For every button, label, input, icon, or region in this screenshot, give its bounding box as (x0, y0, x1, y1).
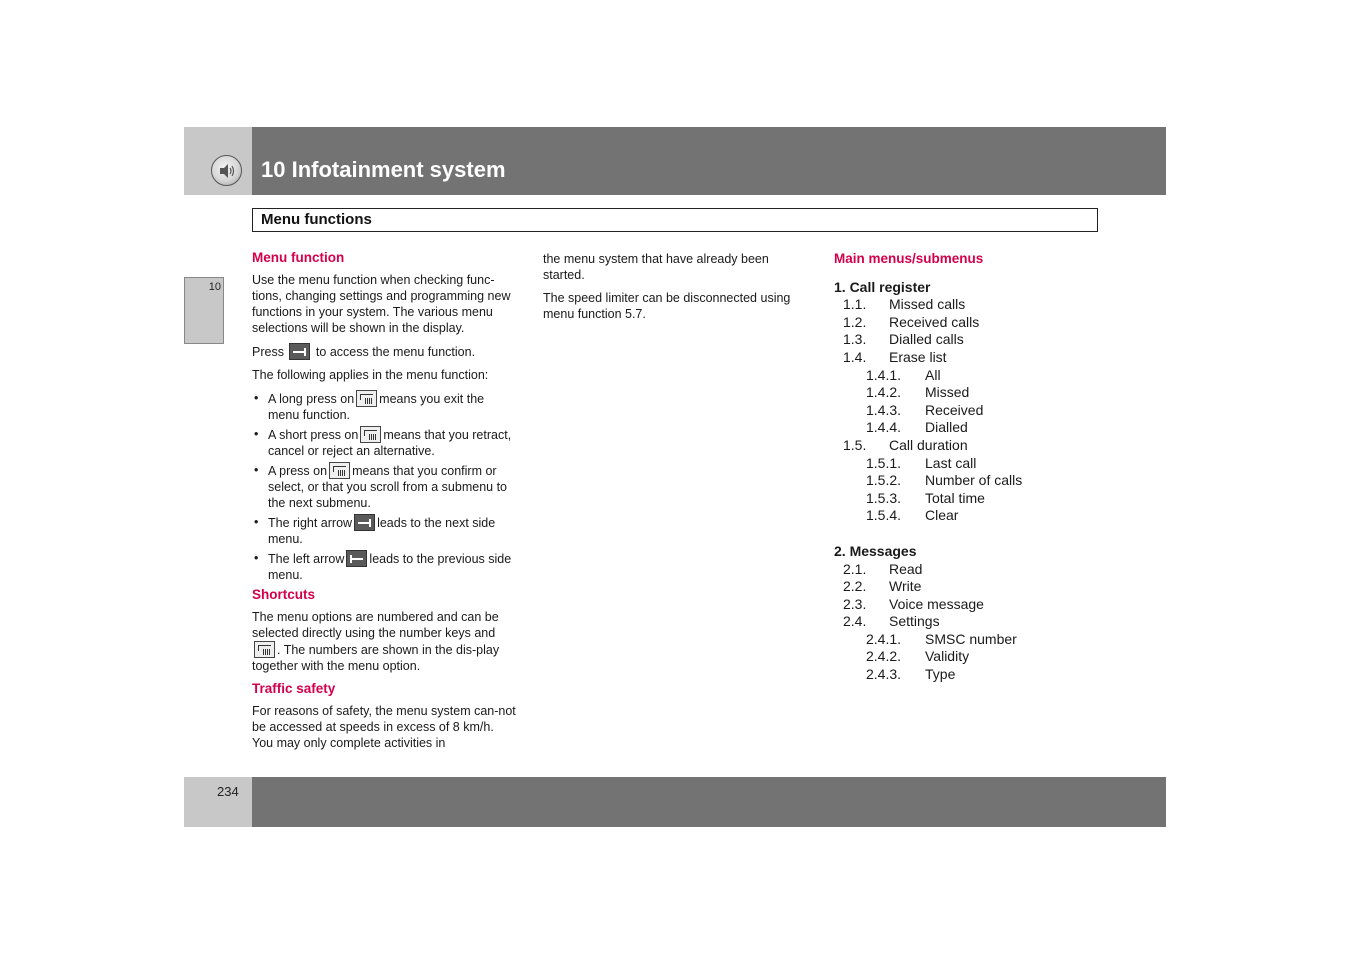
chapter-title: 10 Infotainment system (261, 157, 506, 182)
paragraph-applies: The following applies in the menu function: (252, 368, 489, 382)
menu-list-item (834, 561, 1134, 579)
heading-menu-function: Menu function (252, 250, 345, 265)
footer-bar (252, 777, 1166, 827)
menu-item-number: 1.3. (843, 331, 867, 348)
menu-list-item (834, 296, 1134, 314)
menu-item-label: Dialled (925, 419, 968, 436)
enter-key-icon (329, 462, 350, 479)
menu-item-label: Number of calls (925, 472, 1023, 489)
menu-item-label: Missed calls (889, 296, 966, 313)
menu-item-number: 1.4.1. (866, 366, 902, 383)
menu-item-label: Last call (925, 454, 977, 471)
menu-list-item (834, 490, 1134, 508)
section-title-box (252, 208, 1098, 232)
column-1 (252, 250, 517, 758)
menu-list-item (834, 384, 1134, 402)
menu-item-label: Received calls (889, 313, 980, 330)
menu-group-call-register: 1. Call register (834, 278, 931, 295)
menu-item-number: 1.4.3. (866, 401, 902, 418)
shortcuts-text-after: . The numbers are shown in the dis-play together with the menu option. (252, 643, 500, 673)
menu-item-label: Erase list (889, 348, 947, 365)
heading-main-menus: Main menus/submenus (834, 251, 984, 266)
menu-item-number: 2.4. (843, 613, 867, 630)
side-tab-label: 10 (208, 281, 221, 293)
menu-group-messages: 2. Messages (834, 542, 917, 559)
exit-key-icon (360, 426, 381, 443)
menu-item-label: Total time (925, 489, 985, 506)
menu-item-number: 1.4. (843, 348, 867, 365)
press-text-before: Press (252, 345, 284, 359)
header-icon-panel (184, 127, 252, 195)
menu-list-item (834, 455, 1134, 473)
chapter-side-tab (184, 277, 224, 344)
menu-item-number: 2.4.1. (866, 630, 902, 647)
footer-page-panel (184, 777, 252, 827)
menu-list-item (834, 631, 1134, 649)
page-number: 234 (217, 784, 239, 799)
bullet-right-arrow (252, 514, 517, 547)
bullet-text: leads to the next side menu. (268, 516, 496, 546)
bullet-text: means you exit the menu function. (268, 392, 485, 422)
menu-item-number: 1.2. (843, 313, 867, 330)
menu-list-item (834, 613, 1134, 631)
press-text-after: to access the menu function. (315, 345, 476, 359)
bullet-long-press (252, 390, 517, 423)
menu-item-label: Dialled calls (889, 331, 964, 348)
menu-item-number: 1.5.2. (866, 472, 902, 489)
shortcuts-text-before: The menu options are numbered and can be selected directly using the number keys and (252, 610, 499, 640)
heading-traffic-safety: Traffic safety (252, 681, 336, 696)
bullet-text: The left arrow (268, 552, 345, 566)
menu-item-label: Validity (925, 648, 970, 665)
menu-list-item (834, 314, 1134, 332)
bullet-press-confirm (252, 462, 517, 511)
menu-navigation-right-icon (354, 514, 375, 531)
menu-list-item (834, 472, 1134, 490)
column-2 (543, 251, 813, 329)
bullet-text: means that you confirm or select, or that you scroll from a submenu to the next submenu. (268, 464, 507, 510)
section-title: Menu functions (261, 211, 372, 228)
menu-item-label: Voice message (889, 595, 984, 612)
menu-item-number: 1.4.2. (866, 384, 902, 401)
menu-list-call-register (834, 296, 1134, 525)
menu-list-messages (834, 561, 1134, 684)
menu-item-number: 2.4.3. (866, 666, 902, 683)
paragraph-speed-limiter: The speed limiter can be disconnected using menu function 5.7. (543, 291, 791, 321)
speaker-icon (211, 155, 242, 186)
paragraph-continued: the menu system that have already been started. (543, 252, 769, 282)
menu-list-item (834, 349, 1134, 367)
menu-item-label: Type (925, 666, 956, 683)
menu-item-number: 2.3. (843, 595, 867, 612)
bullet-list (252, 390, 517, 583)
menu-navigation-left-icon (346, 550, 367, 567)
paragraph-shortcuts (252, 609, 517, 674)
chapter-header (252, 127, 1166, 195)
menu-item-label: Read (889, 560, 923, 577)
paragraph-press (252, 343, 517, 360)
menu-item-label: Call duration (889, 436, 968, 453)
enter-key-icon (254, 641, 275, 658)
menu-list-item (834, 578, 1134, 596)
paragraph-traffic-safety: For reasons of safety, the menu system can-not be accessed at speeds in excess of 8 km/h. You may only complete activities in (252, 704, 516, 750)
menu-list-item (834, 367, 1134, 385)
menu-item-label: Missed (925, 384, 970, 401)
bullet-text: means that you retract, cancel or reject an alternative. (268, 428, 512, 458)
menu-list-item (834, 331, 1134, 349)
menu-item-number: 1.5.1. (866, 454, 902, 471)
menu-item-number: 2.2. (843, 578, 867, 595)
menu-item-label: Received (925, 401, 984, 418)
menu-list-item (834, 437, 1134, 455)
bullet-text: A long press on (268, 392, 355, 406)
bullet-short-press (252, 426, 517, 459)
menu-item-number: 1.4.4. (866, 419, 902, 436)
menu-item-number: 2.1. (843, 560, 867, 577)
menu-item-number: 1.1. (843, 296, 867, 313)
menu-item-label: Settings (889, 613, 940, 630)
paragraph-intro: Use the menu function when checking func-tions, changing settings and programming new functions in your system. The various menu selections will be shown in the display. (252, 273, 511, 335)
menu-list-item (834, 596, 1134, 614)
bullet-left-arrow (252, 550, 517, 583)
menu-list-item (834, 507, 1134, 525)
menu-item-label: Write (889, 578, 922, 595)
bullet-text: leads to the previous side menu. (268, 552, 512, 582)
menu-item-number: 1.5.4. (866, 507, 902, 524)
exit-key-icon (356, 390, 377, 407)
menu-item-number: 1.5. (843, 436, 867, 453)
menu-list-item (834, 419, 1134, 437)
menu-list-item (834, 402, 1134, 420)
menu-item-label: All (925, 366, 941, 383)
heading-shortcuts: Shortcuts (252, 587, 316, 602)
menu-list-item (834, 648, 1134, 666)
bullet-text: A short press on (268, 428, 359, 442)
menu-item-number: 1.5.3. (866, 489, 902, 506)
menu-list-item (834, 666, 1134, 684)
menu-item-number: 2.4.2. (866, 648, 902, 665)
column-3 (834, 250, 1134, 684)
bullet-text: The right arrow (268, 516, 353, 530)
menu-item-label: Clear (925, 507, 959, 524)
bullet-text: A press on (268, 464, 328, 478)
menu-item-label: SMSC number (925, 630, 1017, 647)
menu-navigation-right-icon (289, 343, 310, 360)
